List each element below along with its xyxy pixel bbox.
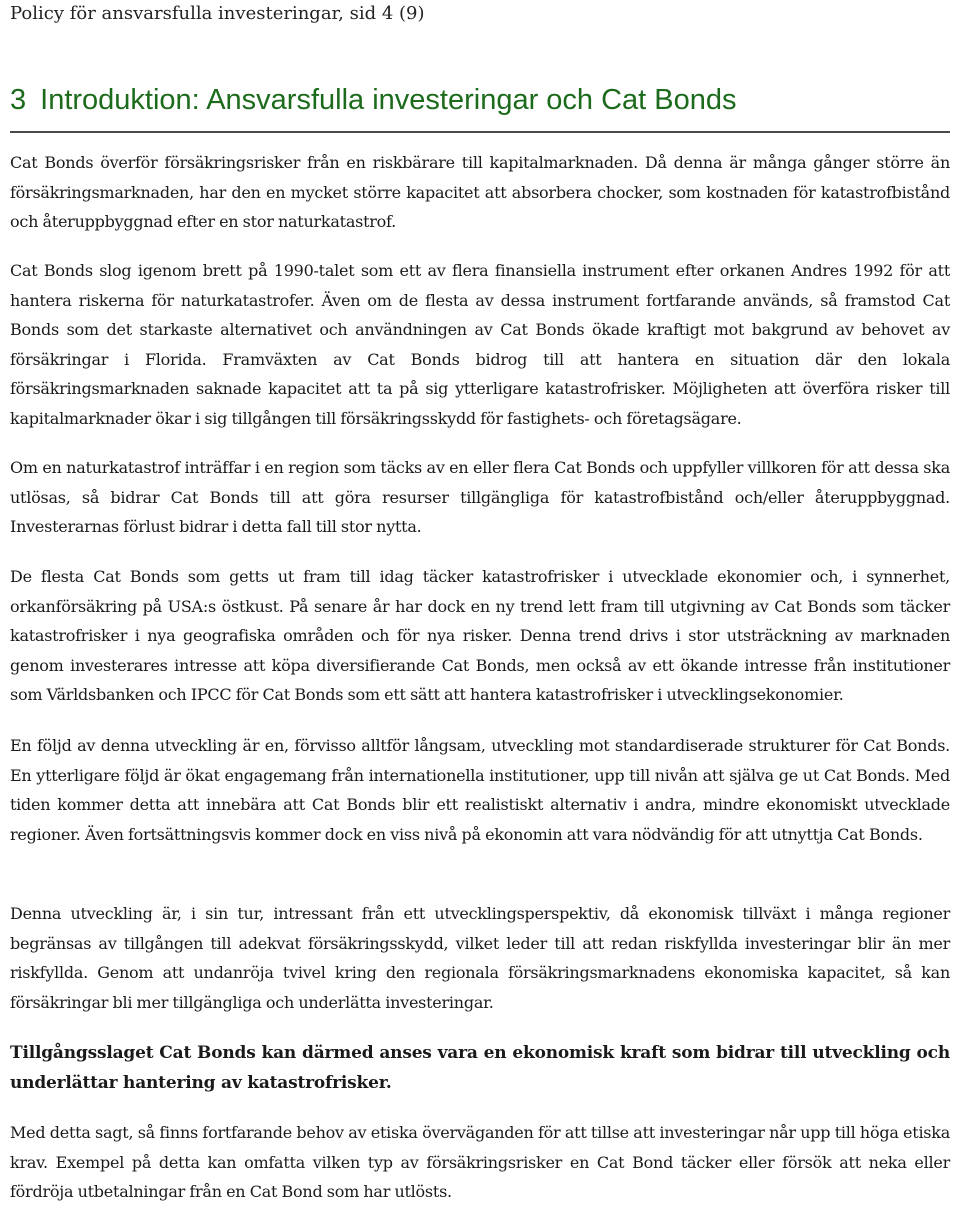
section-heading: [10, 80, 950, 120]
section-title: Introduktion: Ansvarsfulla investeringar och Cat Bonds: [40, 84, 737, 116]
section-number: 3: [10, 84, 27, 116]
heading-divider: [10, 131, 950, 133]
running-header: Policy för ansvarsfulla investeringar, sid 4 (9): [10, 3, 425, 24]
paragraph-intro: Cat Bonds överför försäkringsrisker från en riskbärare till kapitalmarknaden. Då denna är många gånger större än försäkringsmarknaden, har den en mycket större kapacitet att absorbera chocker, som kostnaden för katastrofbistånd och återuppbyggnad efter en stor naturkatastrof.: [10, 153, 950, 231]
paragraph-history: Cat Bonds slog igenom brett på 1990-talet som ett av flera finansiella instrument efter orkanen Andres 1992 för att hantera riskerna för naturkatastrofer. Även om de flesta av dessa instrument fortfarande används, så framstod Cat Bonds som det starkaste alternativet och användningen av Cat Bonds ökade kraftigt mot bakgrund av behovet av försäkringar i Florida. Framväxten av Cat Bonds bidrog till att hantera en situation där den lokala försäkringsmarknaden saknade kapacitet att ta på sig ytterligare katastrofrisker. Möjligheten att överföra risker till kapitalmarknader ökar i sig tillgången till försäkringsskydd för fastighets- och företagsägare.: [10, 261, 950, 428]
paragraph-trigger: Om en naturkatastrof inträffar i en region som täcks av en eller flera Cat Bonds och uppfyller villkoren för att dessa ska utlösas, så bidrar Cat Bonds till att göra resurser tillgängliga för katastrofbistånd och/eller återuppbyggnad. Investerarnas förlust bidrar i detta fall till stor nytta.: [10, 458, 950, 536]
paragraph-key-statement: Tillgångsslaget Cat Bonds kan därmed anses vara en ekonomisk kraft som bidrar till utveckling och underlättar hantering av katastrofrisker.: [10, 1043, 950, 1093]
paragraph-development: Denna utveckling är, i sin tur, intressant från ett utvecklingsperspektiv, då ekonomisk tillväxt i många regioner begränsas av tillgången till adekvat försäkringsskydd, vilket leder till att redan riskfyllda investeringar blir än mer riskfyllda. Genom att undanröja tvivel kring den regionala försäkringsmarknadens ekonomiska kapacitet, så kan försäkringar bli mer tillgängliga och underlätta investeringar.: [10, 904, 950, 1012]
paragraph-trend: De flesta Cat Bonds som getts ut fram till idag täcker katastrofrisker i utvecklade ekonomier och, i synnerhet, orkanförsäkring på USA:s östkust. På senare år har dock en ny trend lett fram till utgivning av Cat Bonds som täcker katastrofrisker i nya geografiska områden och för nya risker. Denna trend drivs i stor utsträckning av marknaden genom investerares intresse att köpa diversifierande Cat Bonds, men också av ett ökande intresse från institutioner som Världsbanken och IPCC för Cat Bonds som ett sätt att hantera katastrofrisker i utvecklingsekonomier.: [10, 567, 950, 704]
paragraph-ethics: Med detta sagt, så finns fortfarande behov av etiska överväganden för att tillse att investeringar når upp till höga etiska krav. Exempel på detta kan omfatta vilken typ av försäkringsrisker en Cat Bond täcker eller försök att neka eller fördröja utbetalningar från en Cat Bond som har utlösts.: [10, 1123, 950, 1201]
paragraph-consequence: En följd av denna utveckling är en, förvisso alltför långsam, utveckling mot standardiserade strukturer för Cat Bonds. En ytterligare följd är ökat engagemang från internationella institutioner, upp till nivån att själva ge ut Cat Bonds. Med tiden kommer detta att innebära att Cat Bonds blir ett realistiskt alternativ i andra, mindre ekonomiskt utvecklade regioner. Även fortsättningsvis kommer dock en viss nivå på ekonomin att vara nödvändig för att utnyttja Cat Bonds.: [10, 736, 950, 844]
